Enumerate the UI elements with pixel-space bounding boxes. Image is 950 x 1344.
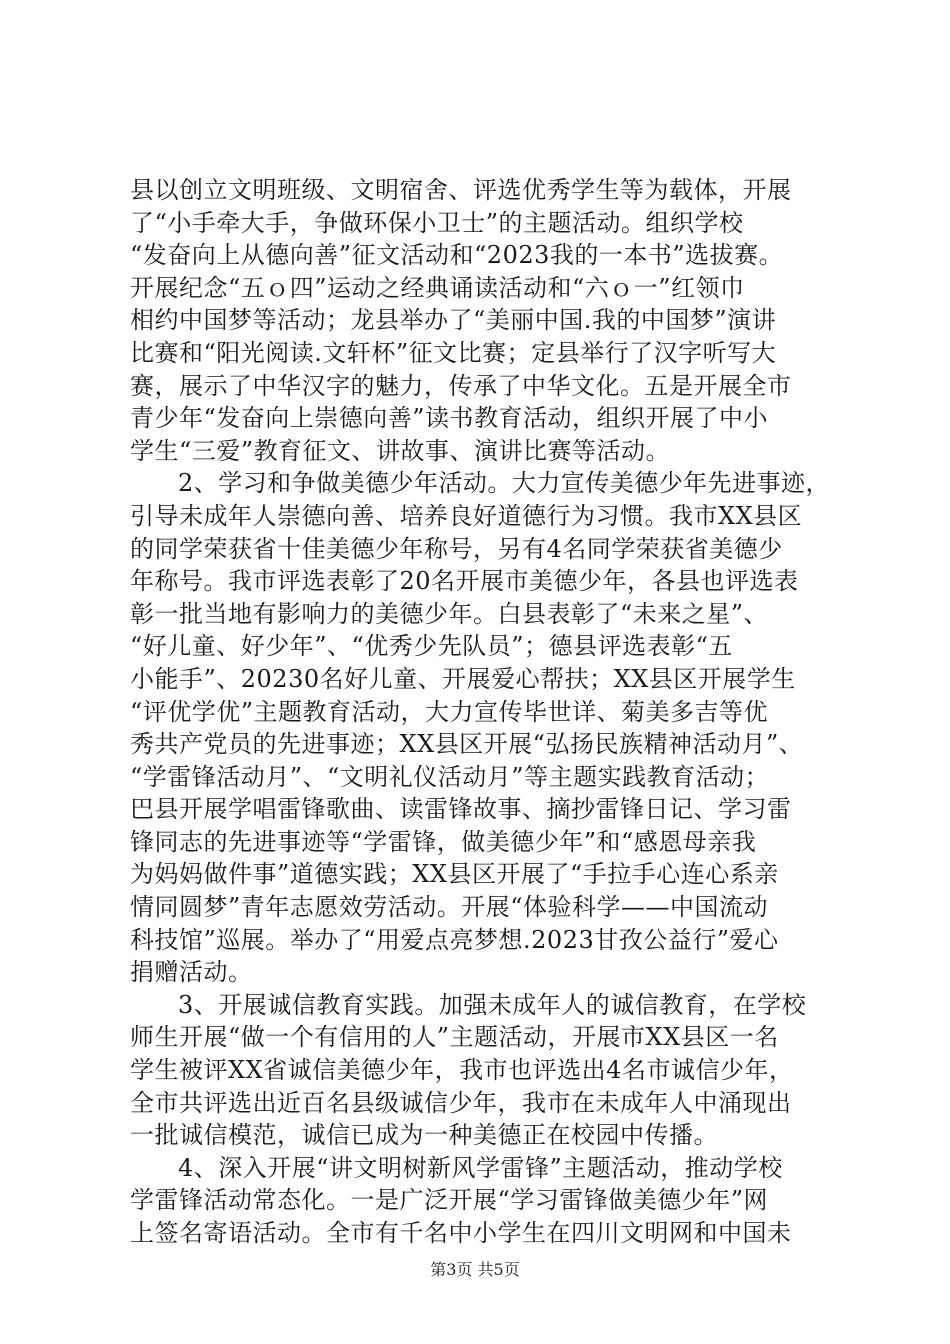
paragraph-start-line: 2、学习和争做美德少年活动。大力宣传美德少年先进事迹，: [178, 469, 830, 498]
text-line: 一批诚信模范，诚信已成为一种美德正在校园中传播。: [130, 1121, 718, 1150]
paragraph-start-line: 3、开展诚信教育实践。加强未成年人的诚信教育，在学校: [178, 990, 807, 1019]
text-line: 上签名寄语活动。全市有千名中小学生在四川文明网和中国未: [130, 1219, 792, 1247]
text-line: 全市共评选出近百名县级诚信少年，我市在未成年人中涌现出: [130, 1088, 792, 1117]
text-line: 为妈妈做件事”道德实践；XX县区开展了“手拉手心连心系亲: [130, 860, 779, 889]
text-line: 青少年“发奋向上崇德向善”读书教育活动，组织开展了中小: [130, 404, 769, 433]
text-line: 相约中国梦等活动；龙县举办了“美丽中国.我的中国梦”演讲: [130, 306, 777, 335]
text-line: 彰一批当地有影响力的美德少年。白县表彰了“未来之星”、: [130, 599, 769, 628]
text-line: 学生“三爱”教育征文、讲故事、演讲比赛等活动。: [130, 436, 671, 465]
text-line: “学雷锋活动月”、“文明礼仪活动月”等主题实践教育活动；: [130, 762, 770, 791]
text-line: 引导未成年人崇德向善、培养良好道德行为习惯。我市XX县区: [130, 501, 803, 530]
text-line: “好儿童、好少年”、“优秀少先队员”；德县评选表彰“五: [130, 632, 733, 661]
text-line: “评优学优”主题教育活动，大力宣传毕世详、菊美多吉等优: [130, 697, 769, 726]
text-line: 小能手”、20230名好儿童、开展爱心帮扶；XX县区开展学生: [130, 664, 796, 693]
text-line: 开展纪念“五ｏ四”运动之经典诵读活动和“六ｏ一”红领巾: [130, 273, 745, 302]
text-line: 了“小手牵大手，争做环保小卫士”的主题活动。组织学校: [130, 208, 744, 237]
text-line: 情同圆梦”青年志愿效劳活动。开展“体验科学——中国流动: [130, 893, 769, 922]
text-line: 赛，展示了中华汉字的魅力，传承了中华文化。五是开展全市: [130, 371, 792, 400]
text-line: 的同学荣获省十佳美德少年称号，另有4名同学荣获省美德少: [130, 534, 783, 563]
document-body: [130, 174, 830, 1250]
text-line: 学生被评XX省诚信美德少年，我市也评选出4名市诚信少年，: [130, 1056, 794, 1085]
page-number-footer: 第3页 共5页: [430, 1260, 520, 1279]
text-line: 县以创立文明班级、文明宿舍、评选优秀学生等为载体，开展: [130, 176, 792, 204]
text-line: 科技馆”巡展。举办了“用爱点亮梦想.2023甘孜公益行”爱心: [130, 925, 779, 954]
text-line: 捐赠活动。: [130, 958, 253, 987]
text-line: 师生开展“做一个有信用的人”主题活动，开展市XX县区一名: [130, 1023, 779, 1052]
text-line: “发奋向上从德向善”征文活动和“2023我的一本书”选拔赛。: [130, 241, 784, 270]
text-line: 巴县开展学唱雷锋歌曲、读雷锋故事、摘抄雷锋日记、学习雷: [130, 795, 792, 824]
text-line: 比赛和“阳光阅读.文轩杯”征文比赛；定县举行了汉字听写大: [130, 338, 777, 367]
paragraph-start-line: 4、深入开展“讲文明树新风学雷锋”主题活动，推动学校: [178, 1153, 783, 1182]
text-line: 学雷锋活动常态化。一是广泛开展“学习雷锋做美德少年”网: [130, 1186, 769, 1215]
text-line: 锋同志的先进事迹等“学雷锋，做美德少年”和“感恩母亲我: [130, 827, 757, 856]
text-line: 年称号。我市评选表彰了20名开展市美德少年，各县也评选表: [130, 567, 799, 596]
text-line: 秀共产党员的先进事迹；XX县区开展“弘扬民族精神活动月”、: [130, 730, 804, 759]
